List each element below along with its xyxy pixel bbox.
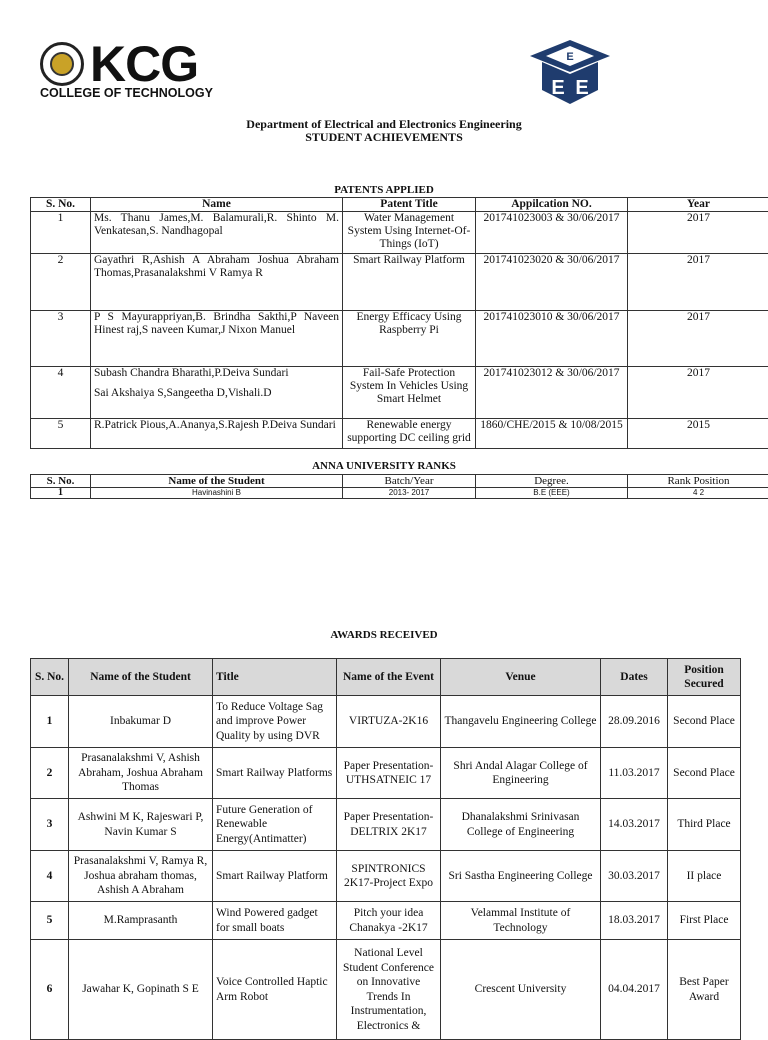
patents-title: PATENTS APPLIED bbox=[0, 184, 768, 196]
column-header: Rank Position bbox=[628, 475, 768, 488]
cell-sno: 3 bbox=[31, 311, 91, 367]
cell-name-line: Sai Akshaiya S,Sangeetha D,Vishali.D bbox=[94, 387, 339, 400]
department-title: Department of Electrical and Electronics Engineering bbox=[0, 117, 768, 132]
cell-title: Wind Powered gadget for small boats bbox=[213, 902, 337, 940]
cell-venue: Velammal Institute of Technology bbox=[441, 902, 601, 940]
cell-name: Inbakumar D bbox=[69, 696, 213, 748]
cell-event: National Level Student Conference on Innovative Trends In Instrumentation, Electronics & bbox=[337, 940, 441, 1040]
cell-event: SPINTRONICS 2K17-Project Expo bbox=[337, 851, 441, 902]
column-header: Appilcation NO. bbox=[476, 198, 628, 212]
cell-sno: 2 bbox=[31, 254, 91, 311]
table-header-row bbox=[31, 659, 741, 696]
logo-subtitle: COLLEGE OF TECHNOLOGY bbox=[40, 86, 213, 100]
cell-title: Smart Railway Platform bbox=[213, 851, 337, 902]
cell-date: 14.03.2017 bbox=[601, 799, 668, 851]
column-header: Venue bbox=[441, 659, 601, 696]
column-header: Dates bbox=[601, 659, 668, 696]
cell-position: First Place bbox=[668, 902, 741, 940]
cell-name: R.Patrick Pious,A.Ananya,S.Rajesh P.Deiva Sundari bbox=[91, 419, 343, 449]
cell-year: 2015 bbox=[628, 419, 768, 449]
cell-year: 2017 bbox=[628, 311, 768, 367]
cell-title: Future Generation of Renewable Energy(Antimatter) bbox=[213, 799, 337, 851]
cell-venue: Crescent University bbox=[441, 940, 601, 1040]
cell-name: Prasanalakshmi V, Ramya R, Joshua abraham thomas, Ashish A Abraham bbox=[69, 851, 213, 902]
cell-venue: Sri Sastha Engineering College bbox=[441, 851, 601, 902]
patents-table bbox=[30, 197, 768, 449]
cell-sno: 1 bbox=[31, 488, 91, 499]
table-row bbox=[31, 748, 741, 799]
cell-sno: 3 bbox=[31, 799, 69, 851]
cell-name: Gayathri R,Ashish A Abraham Joshua Abraham Thomas,Prasanalakshmi V Ramya R bbox=[91, 254, 343, 311]
cell-app: 201741023003 & 30/06/2017 bbox=[476, 212, 628, 254]
cell-name bbox=[91, 367, 343, 419]
cell-app: 1860/CHE/2015 & 10/08/2015 bbox=[476, 419, 628, 449]
cell-event: VIRTUZA-2K16 bbox=[337, 696, 441, 748]
column-header: S. No. bbox=[31, 198, 91, 212]
cell-date: 04.04.2017 bbox=[601, 940, 668, 1040]
cell-year: 2017 bbox=[628, 367, 768, 419]
cell-position: Best Paper Award bbox=[668, 940, 741, 1040]
cell-event: Pitch your idea Chanakya -2K17 bbox=[337, 902, 441, 940]
eee-cap-logo-icon bbox=[528, 38, 612, 108]
column-header: Degree. bbox=[476, 475, 628, 488]
table-row bbox=[31, 212, 768, 254]
ranks-title: ANNA UNIVERSITY RANKS bbox=[0, 460, 768, 472]
cell-rank: 4 2 bbox=[628, 488, 768, 499]
cell-title: Fail-Safe Protection System In Vehicles Using Smart Helmet bbox=[343, 367, 476, 419]
table-header-row bbox=[31, 198, 768, 212]
column-header: Title bbox=[213, 659, 337, 696]
cell-batch: 2013- 2017 bbox=[343, 488, 476, 499]
cell-date: 11.03.2017 bbox=[601, 748, 668, 799]
cell-title: Smart Railway Platforms bbox=[213, 748, 337, 799]
college-seal-icon bbox=[40, 42, 84, 86]
cell-position: II place bbox=[668, 851, 741, 902]
cell-venue: Thangavelu Engineering College bbox=[441, 696, 601, 748]
cell-name: Havinashini B bbox=[91, 488, 343, 499]
cell-app: 201741023012 & 30/06/2017 bbox=[476, 367, 628, 419]
cell-title: Voice Controlled Haptic Arm Robot bbox=[213, 940, 337, 1040]
cell-event: Paper Presentation-DELTRIX 2K17 bbox=[337, 799, 441, 851]
page-title: STUDENT ACHIEVEMENTS bbox=[0, 130, 768, 145]
cell-name-line: Subash Chandra Bharathi,P.Deiva Sundari bbox=[94, 367, 339, 380]
cell-name: Ms. Thanu James,M. Balamurali,R. Shinto M. Venkatesan,S. Nandhagopal bbox=[91, 212, 343, 254]
cell-position: Third Place bbox=[668, 799, 741, 851]
cell-position: Second Place bbox=[668, 696, 741, 748]
table-row bbox=[31, 851, 741, 902]
column-header: Name of the Event bbox=[337, 659, 441, 696]
table-row bbox=[31, 419, 768, 449]
cell-venue: Dhanalakshmi Srinivasan College of Engineering bbox=[441, 799, 601, 851]
svg-text:E: E bbox=[551, 77, 564, 99]
column-header: Position Secured bbox=[668, 659, 741, 696]
cell-position: Second Place bbox=[668, 748, 741, 799]
cell-title: Smart Railway Platform bbox=[343, 254, 476, 311]
awards-title: AWARDS RECEIVED bbox=[0, 629, 768, 641]
table-row bbox=[31, 488, 768, 499]
table-row bbox=[31, 254, 768, 311]
cell-title: Water Management System Using Internet-Of-Things (IoT) bbox=[343, 212, 476, 254]
cell-degree: B.E (EEE) bbox=[476, 488, 628, 499]
cell-date: 18.03.2017 bbox=[601, 902, 668, 940]
awards-table bbox=[30, 658, 741, 1040]
cell-title: Energy Efficacy Using Raspberry Pi bbox=[343, 311, 476, 367]
column-header: Batch/Year bbox=[343, 475, 476, 488]
cell-sno: 5 bbox=[31, 419, 91, 449]
cell-sno: 1 bbox=[31, 696, 69, 748]
cell-sno: 6 bbox=[31, 940, 69, 1040]
column-header: S. No. bbox=[31, 475, 91, 488]
cell-date: 28.09.2016 bbox=[601, 696, 668, 748]
column-header: Patent Title bbox=[343, 198, 476, 212]
svg-text:E: E bbox=[566, 51, 573, 63]
cell-name: P S Mayurappriyan,B. Brindha Sakthi,P Naveen Hinest raj,S naveen Kumar,J Nixon Manuel bbox=[91, 311, 343, 367]
cell-event: Paper Presentation-UTHSATNEIC 17 bbox=[337, 748, 441, 799]
cell-name: Ashwini M K, Rajeswari P, Navin Kumar S bbox=[69, 799, 213, 851]
cell-name: Jawahar K, Gopinath S E bbox=[69, 940, 213, 1040]
column-header: Name of the Student bbox=[69, 659, 213, 696]
cell-sno: 1 bbox=[31, 212, 91, 254]
cell-title: To Reduce Voltage Sag and improve Power Quality by using DVR bbox=[213, 696, 337, 748]
table-row bbox=[31, 902, 741, 940]
table-row bbox=[31, 940, 741, 1040]
cell-year: 2017 bbox=[628, 254, 768, 311]
cell-name: Prasanalakshmi V, Ashish Abraham, Joshua Abraham Thomas bbox=[69, 748, 213, 799]
table-row bbox=[31, 799, 741, 851]
table-row bbox=[31, 367, 768, 419]
table-header-row bbox=[31, 475, 768, 488]
cell-app: 201741023010 & 30/06/2017 bbox=[476, 311, 628, 367]
cell-title: Renewable energy supporting DC ceiling grid bbox=[343, 419, 476, 449]
column-header: Name bbox=[91, 198, 343, 212]
column-header: S. No. bbox=[31, 659, 69, 696]
column-header: Name of the Student bbox=[91, 475, 343, 488]
table-row bbox=[31, 696, 741, 748]
table-row bbox=[31, 311, 768, 367]
svg-text:E: E bbox=[575, 77, 588, 99]
cell-year: 2017 bbox=[628, 212, 768, 254]
logo-text: KCG bbox=[90, 36, 198, 92]
cell-name: M.Ramprasanth bbox=[69, 902, 213, 940]
cell-sno: 4 bbox=[31, 851, 69, 902]
cell-venue: Shri Andal Alagar College of Engineering bbox=[441, 748, 601, 799]
cell-sno: 4 bbox=[31, 367, 91, 419]
column-header: Year bbox=[628, 198, 768, 212]
cell-sno: 2 bbox=[31, 748, 69, 799]
kcg-logo bbox=[40, 40, 210, 102]
cell-app: 201741023020 & 30/06/2017 bbox=[476, 254, 628, 311]
ranks-table bbox=[30, 474, 768, 499]
cell-date: 30.03.2017 bbox=[601, 851, 668, 902]
cell-sno: 5 bbox=[31, 902, 69, 940]
